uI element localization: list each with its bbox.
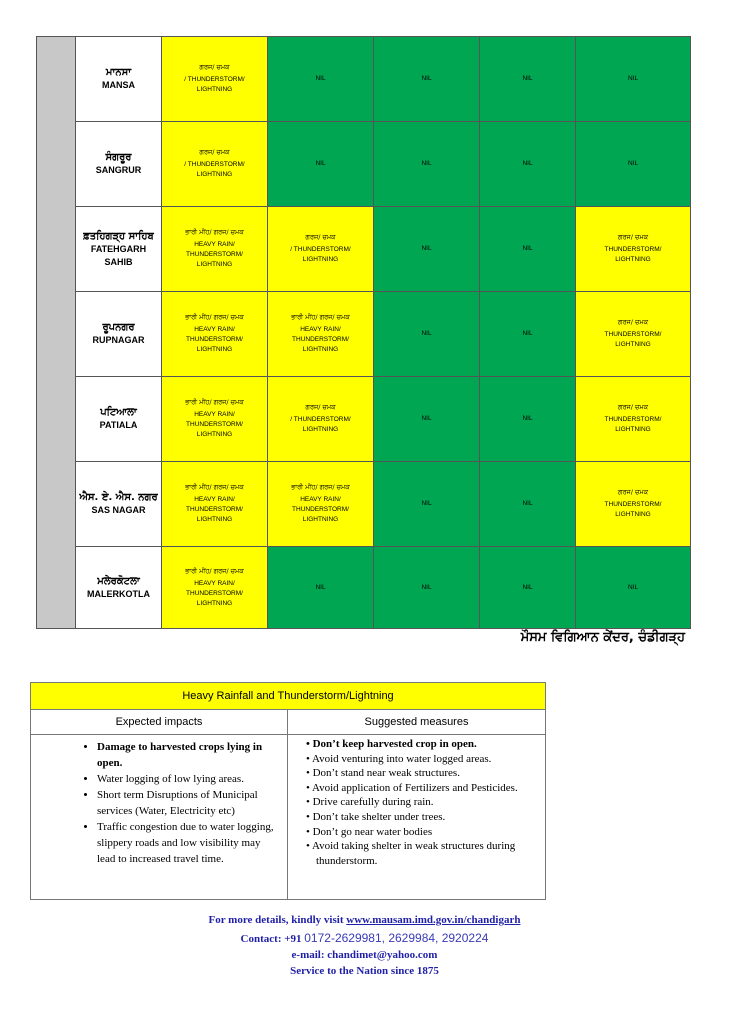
nil-label: NIL [421,330,432,337]
warning-cell-green [374,292,480,377]
nil-label: NIL [522,583,533,591]
warning-cell-green [480,292,576,377]
met-centre-name: ਮੌਸਮ ਵਿਗਿਆਨ ਕੇਂਦਰ, ਚੰਡੀਗੜ੍ਹ [520,630,685,645]
district-row [37,547,691,629]
warning-text-english: / THUNDERSTORM/ LIGHTNING [184,161,245,178]
warning-cell-yellow [268,292,374,377]
warning-text-punjabi: ਗਰਜ/ ਚਮਕ [617,318,649,326]
warning-cell-green [576,547,691,629]
grey-side-column [37,37,76,629]
nil-label: NIL [421,583,432,591]
warning-text-english: / THUNDERSTORM/ LIGHTNING [184,76,245,93]
warning-text-punjabi: ਭਾਰੀ ਮੀਂਹ/ ਗਰਜ/ ਚਮਕ [185,566,244,575]
suggested-measures-header: Suggested measures [288,710,546,735]
tagline: Service to the Nation since 1875 [290,965,439,977]
warning-text-punjabi: ਗਰਜ/ ਚਮਕ [617,233,649,241]
warning-cell-yellow [576,207,691,292]
warning-text-punjabi: ਭਾਰੀ ਮੀਂਹ/ ਗਰਜ/ ਚਮਕ [291,313,350,321]
expected-impacts-cell [31,735,288,900]
warning-text-punjabi: ਗਰਜ/ ਚਮਕ [617,403,649,411]
warning-text-english: HEAVY RAIN/ THUNDERSTORM/ LIGHTNING [186,496,243,523]
nil-label: NIL [421,245,432,252]
nil-label: NIL [522,500,533,507]
nil-label: NIL [522,415,533,422]
warning-text-english: THUNDERSTORM/ LIGHTNING [604,501,662,518]
warning-cell-green [268,547,374,629]
impact-item: • Short term Disruptions of Municipal services (Water, Electricity etc) [97,787,287,819]
nil-label: NIL [315,583,326,591]
nil-label: NIL [627,160,639,167]
district-name-english: SAS NAGAR [91,505,146,515]
warning-cell-yellow [576,377,691,462]
warning-cell-yellow [162,122,268,207]
warning-text-english: / THUNDERSTORM/ LIGHTNING [290,246,351,263]
warning-cell-yellow [268,377,374,462]
warning-text-english: HEAVY RAIN/ THUNDERSTORM/ LIGHTNING [186,411,243,438]
warning-cell-yellow [268,462,374,547]
expected-impacts-list [31,739,287,867]
district-row [37,37,691,122]
district-name-english: RUPNAGAR [92,335,145,345]
district-warning-table [36,36,691,629]
district-name-english: FATEHGARH SAHIB [90,243,147,267]
warning-text-english: HEAVY RAIN/ THUNDERSTORM/ LIGHTNING [292,326,349,353]
measure-item: • Avoid venturing into water logged areas. [306,752,492,765]
warning-cell-green [268,37,374,122]
district-name-punjabi: ਰੂਪਨਗਰ [102,322,135,333]
warning-text-punjabi: ਗਰਜ/ ਚਮਕ [305,403,336,411]
measure-item: • Avoid application of Fertilizers and Pesticides. [306,781,518,794]
warning-cell-yellow [162,292,268,377]
district-name-cell [76,207,162,292]
warning-text-punjabi: ਭਾਰੀ ਮੀਂਹ/ ਗਰਜ/ ਚਮਕ [185,483,244,491]
impact-item: • Traffic congestion due to water logging, slippery roads and low visibility may lead to increased travel time. [97,819,287,867]
district-name-punjabi: ਸੰਗਰੂਰ [105,152,132,163]
measure-item: • Don’t stand near weak structures. [306,767,460,780]
phone-numbers: 0172-2629981, 2629984, 2920224 [304,931,489,945]
measure-item: • Avoid taking shelter in weak structures during thunderstorm. [306,840,516,867]
district-name-english: MALERKOTLA [87,588,150,599]
measure-item: • Don’t keep harvested crop in open. [306,738,477,750]
warning-text-english: THUNDERSTORM/ LIGHTNING [604,416,662,433]
warning-cell-green [268,122,374,207]
nil-label: NIL [421,500,432,507]
warning-cell-yellow [268,207,374,292]
warning-text-english: HEAVY RAIN/ THUNDERSTORM/ LIGHTNING [292,496,349,523]
warning-cell-yellow [162,37,268,122]
nil-label: NIL [522,160,533,167]
district-name-cell [76,377,162,462]
district-name-cell [76,547,162,629]
district-name-cell [76,462,162,547]
warning-text-punjabi: ਭਾਰੀ ਮੀਂਹ/ ਗਰਜ/ ਚਮਕ [185,313,244,321]
warning-cell-green [480,377,576,462]
warning-cell-yellow [576,462,691,547]
warning-cell-green [480,547,576,629]
website-link[interactable]: www.mausam.imd.gov.in/chandigarh [346,914,521,926]
warning-text-english: HEAVY RAIN/ THUNDERSTORM/ LIGHTNING [186,579,243,607]
warning-cell-green [374,122,480,207]
nil-label: NIL [421,160,432,167]
district-row [37,462,691,547]
warning-cell-green [374,207,480,292]
district-row [37,122,691,207]
warning-text-english: HEAVY RAIN/ THUNDERSTORM/ LIGHTNING [186,241,243,268]
nil-label: NIL [522,330,533,337]
warning-cell-green [576,122,691,207]
district-name-english: MANSA [102,80,135,90]
district-name-english: SANGRUR [95,165,142,175]
warning-text-punjabi: ਗਰਜ/ ਚਮਕ [617,488,649,496]
email-line: e-mail: chandimet@yahoo.com [291,949,438,961]
suggested-measures-list [296,737,537,868]
warning-cell-yellow [162,207,268,292]
warning-text-punjabi: ਗਰਜ/ ਚਮਕ [199,63,230,71]
warning-text-punjabi: ਭਾਰੀ ਮੀਂਹ/ ਗਰਜ/ ਚਮਕ [291,483,350,491]
warning-text-punjabi: ਭਾਰੀ ਮੀਂਹ/ ਗਰਜ/ ਚਮਕ [185,398,244,406]
measure-item: • Drive carefully during rain. [306,796,434,809]
district-row [37,377,691,462]
warning-text-english: THUNDERSTORM/ LIGHTNING [604,246,662,263]
warning-text-english: HEAVY RAIN/ THUNDERSTORM/ LIGHTNING [186,326,243,353]
district-name-cell [76,122,162,207]
impact-item: • Damage to harvested crops lying in open. [97,739,287,771]
nil-label: NIL [421,75,432,82]
warning-cell-green [374,377,480,462]
warning-text-english: / THUNDERSTORM/ LIGHTNING [290,416,351,433]
measure-item: • Don’t take shelter under trees. [306,810,446,823]
nil-label: NIL [315,75,326,82]
nil-label: NIL [421,415,432,422]
warning-cell-green [480,37,576,122]
details-prefix: For more details, kindly visit [208,914,347,926]
district-name-cell [76,37,162,122]
nil-label: NIL [627,583,639,591]
details-line [0,914,729,926]
warning-cell-green [374,462,480,547]
warning-cell-yellow [162,377,268,462]
district-row [37,292,691,377]
district-name-punjabi: ਫ਼ਤਹਿਗੜ੍ਹ ਸਾਹਿਬ [83,230,154,242]
warning-cell-yellow [162,547,268,629]
expected-impacts-header: Expected impacts [31,710,288,735]
warning-cell-yellow [576,292,691,377]
measure-item: • Don’t go near water bodies [306,825,433,838]
district-row [37,207,691,292]
nil-label: NIL [315,160,326,167]
nil-label: NIL [627,75,639,82]
district-name-english: PATIALA [99,420,138,430]
warning-cell-green [480,122,576,207]
warning-cell-green [480,207,576,292]
warning-cell-green [576,37,691,122]
impacts-table-title: Heavy Rainfall and Thunderstorm/Lightning [31,683,546,710]
warning-cell-green [374,547,480,629]
suggested-measures-cell [288,735,546,900]
warning-cell-green [374,37,480,122]
district-name-punjabi: ਮਾਨਸਾ [105,67,132,78]
warning-text-english: THUNDERSTORM/ LIGHTNING [604,331,662,348]
warning-cell-yellow [162,462,268,547]
district-name-punjabi: ਐਸ. ਏ. ਐਸ. ਨਗਰ [79,492,158,503]
district-name-punjabi: ਪਟਿਆਲਾ [100,407,137,418]
impacts-table [30,682,546,900]
warning-text-punjabi: ਗਰਜ/ ਚਮਕ [199,148,230,156]
impact-item: • Water logging of low lying areas. [97,771,287,787]
warning-text-punjabi: ਭਾਰੀ ਮੀਂਹ/ ਗਰਜ/ ਚਮਕ [185,228,244,236]
district-name-punjabi: ਮਲੇਰਕੋਟਲਾ [97,575,140,587]
district-name-cell [76,292,162,377]
warning-cell-green [480,462,576,547]
nil-label: NIL [522,245,533,252]
warning-text-punjabi: ਗਰਜ/ ਚਮਕ [305,233,336,241]
contact-line [0,931,729,945]
contact-prefix: Contact: +91 [240,933,305,945]
nil-label: NIL [522,75,533,82]
